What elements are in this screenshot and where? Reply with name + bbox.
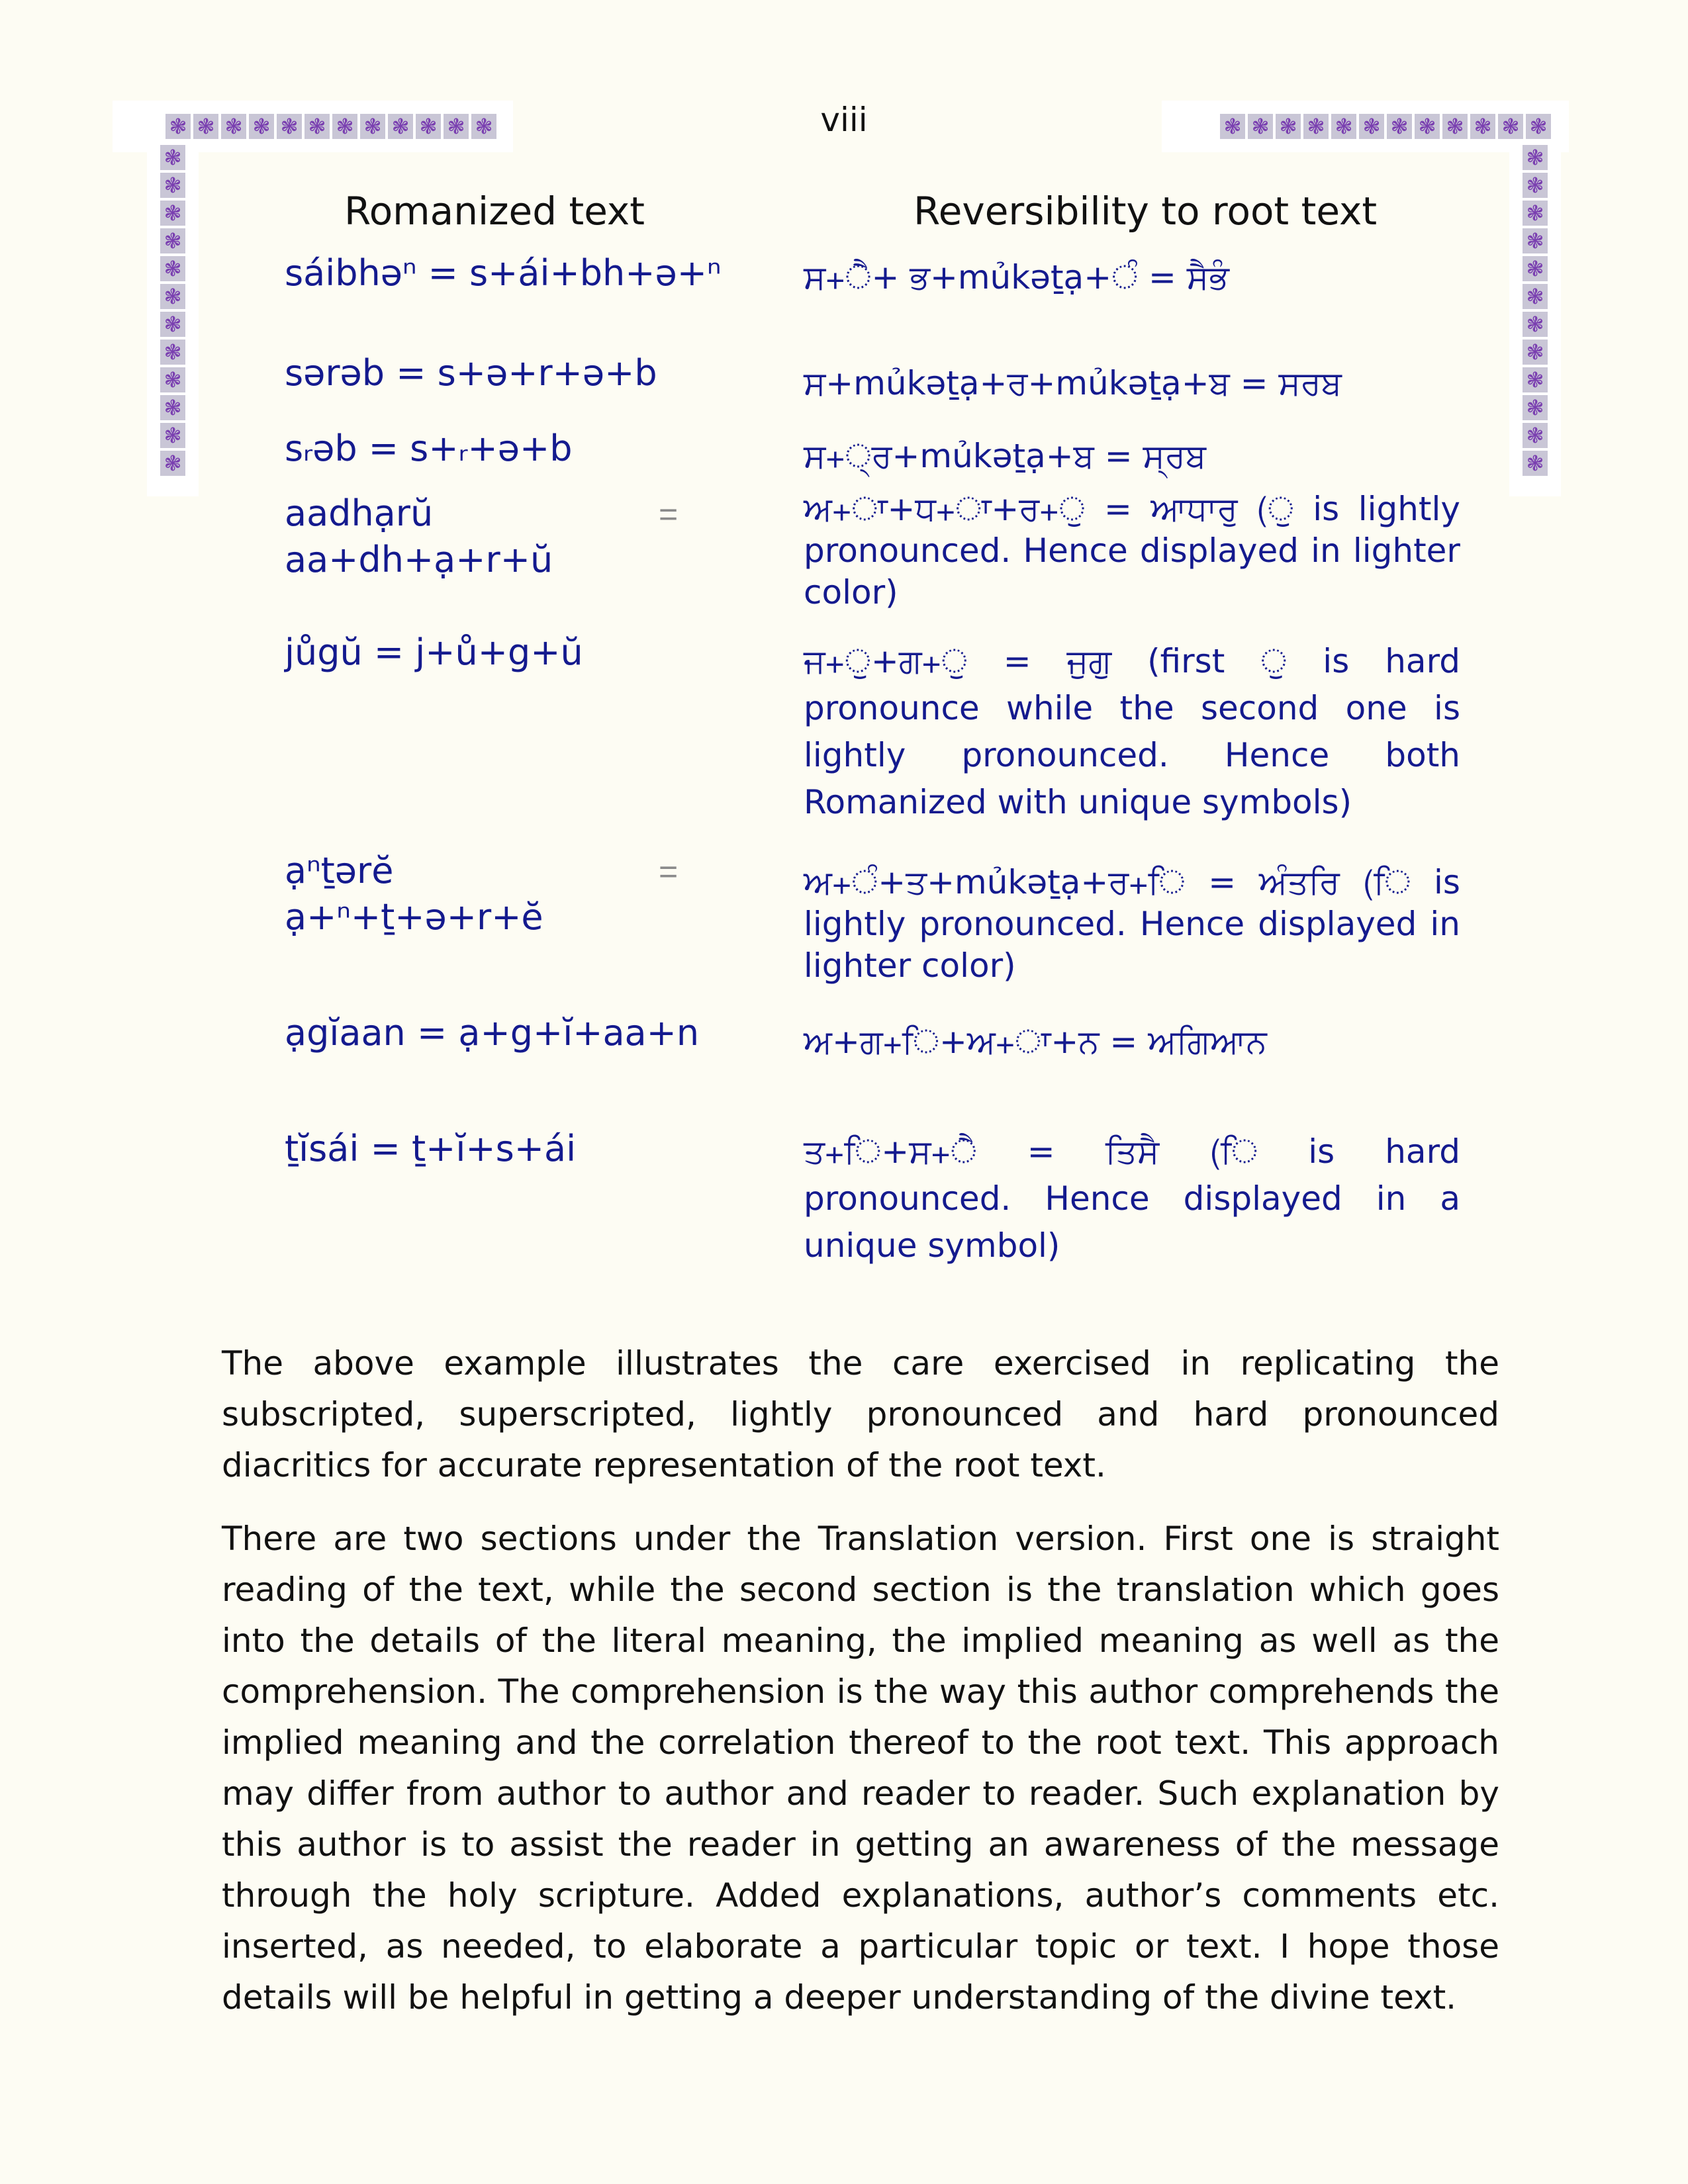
romanized-row-2: sərəb = s+ə+r+ə+b — [285, 352, 657, 394]
tiles-left — [160, 145, 185, 476]
ornament-tile-icon: ❃ — [1470, 114, 1495, 139]
reversibility-row-2: ਸ+mủkəṯạ+ਰ+mủkəṯạ+ਬ = ਸਰਬ — [804, 364, 1342, 402]
ornament-tile-icon: ❃ — [388, 114, 413, 139]
ornament-tile-icon: ❃ — [1523, 340, 1548, 365]
header-reversibility: Reversibility to root text — [914, 189, 1378, 234]
border-right — [1509, 142, 1561, 496]
ornament-tile-icon: ❃ — [1523, 173, 1548, 198]
ornament-tile-icon: ❃ — [165, 114, 191, 139]
ornament-tile-icon: ❃ — [160, 451, 185, 476]
tiles-top-right — [1220, 114, 1551, 139]
romanized-row-8: ṯĭsái = ṯ+ĭ+s+ái — [285, 1128, 577, 1169]
ornament-tile-icon: ❃ — [160, 340, 185, 365]
ornament-tile-icon: ❃ — [1523, 312, 1548, 337]
ornament-tile-icon: ❃ — [1498, 114, 1523, 139]
romanized-row-1: sáibhəⁿ = s+ái+bh+ə+ⁿ — [285, 252, 722, 294]
ornament-tile-icon: ❃ — [1523, 395, 1548, 420]
ornament-tile-icon: ❃ — [1387, 114, 1412, 139]
ornament-tile-icon: ❃ — [444, 114, 469, 139]
equals-row-4: = — [659, 496, 679, 533]
ornament-tile-icon: ❃ — [221, 114, 246, 139]
ornament-tile-icon: ❃ — [1523, 367, 1548, 392]
ornament-tile-icon: ❃ — [1442, 114, 1468, 139]
reversibility-row-1: ਸ+ੈ+ ਭ+mủkəṯạ+ੰ = ਸੈਭੰ — [804, 258, 1229, 296]
ornament-tile-icon: ❃ — [160, 201, 185, 226]
ornament-tile-icon: ❃ — [160, 284, 185, 309]
ornament-tile-icon: ❃ — [416, 114, 441, 139]
ornament-tile-icon: ❃ — [277, 114, 302, 139]
ornament-tile-icon: ❃ — [160, 312, 185, 337]
page-number: viii — [820, 101, 868, 139]
ornament-tile-icon: ❃ — [1248, 114, 1273, 139]
ornament-tile-icon: ❃ — [1523, 201, 1548, 226]
ornament-tile-icon: ❃ — [160, 228, 185, 253]
ornament-tile-icon: ❃ — [305, 114, 330, 139]
ornament-tile-icon: ❃ — [332, 114, 357, 139]
ornament-tile-icon: ❃ — [1415, 114, 1440, 139]
reversibility-row-4: ਅ+ਾ+ਧ+ਾ+ਰ+ੁ = ਆਧਾਰੁ (ੁ is lightly pronounced. Hence displayed in lighter color) — [804, 490, 1460, 612]
reversibility-row-8: ਤ+ਿ+ਸ+ੈ = ਤਿਸੈ (ਿ is hard pronounced. Hence displayed in a unique symbol) — [804, 1132, 1460, 1265]
reversibility-row-5: ਜ+ੁ+ਗ+ੁ = ਜੁਗੁ (first ੁ is hard pronounce while the second one is lightly pronounced. Hence both Romanized with unique symbols) — [804, 642, 1460, 821]
ornament-tile-icon: ❃ — [193, 114, 218, 139]
ornament-tile-icon: ❃ — [1523, 423, 1548, 448]
ornament-tile-icon: ❃ — [1303, 114, 1329, 139]
romanized-row-4b: aa+dh+ạ+r+ŭ — [285, 539, 553, 580]
ornament-tile-icon: ❃ — [1526, 114, 1551, 139]
border-top-right — [1162, 101, 1569, 152]
ornament-tile-icon: ❃ — [160, 145, 185, 170]
border-left — [147, 142, 199, 496]
paragraph-diacritics-note: The above example illustrates the care exercised in replicating the subscripted, superscripted, lightly pronounced and hard pronounced diacritics for accurate representation of the root text. — [222, 1344, 1499, 1484]
romanized-row-6a: ạⁿṯərĕ — [285, 850, 394, 891]
ornament-tile-icon: ❃ — [160, 423, 185, 448]
tiles-top-left — [165, 114, 496, 139]
romanized-row-5: jůgŭ = j+ů+g+ŭ — [285, 631, 583, 673]
ornament-tile-icon: ❃ — [160, 173, 185, 198]
ornament-tile-icon: ❃ — [160, 395, 185, 420]
romanized-row-7: ạgĭaan = ạ+g+ĭ+aa+n — [285, 1012, 700, 1054]
reversibility-row-7: ਅ+ਗ+ਿ+ਅ+ਾ+ਨ = ਅਗਿਆਨ — [804, 1023, 1267, 1061]
reversibility-row-6: ਅ+ੰ+ਤ+mủkəṯạ+ਰ+ਿ = ਅੰਤਰਿ (ਿ is lightly pronounced. Hence displayed in lighter color) — [804, 863, 1460, 985]
ornament-tile-icon: ❃ — [249, 114, 274, 139]
tiles-right — [1523, 145, 1548, 476]
ornament-tile-icon: ❃ — [1220, 114, 1245, 139]
ornament-tile-icon: ❃ — [1331, 114, 1356, 139]
romanized-row-4a: aadhạrŭ — [285, 492, 434, 534]
ornament-tile-icon: ❃ — [160, 256, 185, 281]
ornament-tile-icon: ❃ — [1523, 228, 1548, 253]
equals-row-6: = — [659, 853, 679, 890]
ornament-tile-icon: ❃ — [1523, 284, 1548, 309]
romanized-row-3: sᵣəb = s+ᵣ+ə+b — [285, 428, 573, 469]
ornament-tile-icon: ❃ — [471, 114, 496, 139]
ornament-tile-icon: ❃ — [360, 114, 385, 139]
ornament-tile-icon: ❃ — [160, 367, 185, 392]
header-romanized: Romanized text — [344, 189, 645, 234]
ornament-tile-icon: ❃ — [1523, 451, 1548, 476]
ornament-tile-icon: ❃ — [1359, 114, 1384, 139]
reversibility-row-3: ਸ+੍ਰ+mủkəṯạ+ਬ = ਸ੍ਰਬ — [804, 437, 1207, 475]
paragraph-translation-sections: There are two sections under the Translation version. First one is straight reading of the text, while the second section is the translation which goes into the details of the literal meaning, the implied meaning as well as the comprehension. The comprehension is the way this author comprehends the implied meaning and the correlation thereof to the root text. This approach may differ from author to author and reader to reader. Such explanation by this author is to assist the reader in getting an awareness of the message through the holy scripture. Added explanations, author’s comments etc. inserted, as needed, to elaborate a particular topic or text. I hope those details will be helpful in getting a deeper understanding of the divine text. — [222, 1520, 1499, 2017]
ornament-tile-icon: ❃ — [1276, 114, 1301, 139]
romanized-row-6b: ạ+ⁿ+ṯ+ə+r+ĕ — [285, 896, 543, 938]
ornament-tile-icon: ❃ — [1523, 256, 1548, 281]
ornament-tile-icon: ❃ — [1523, 145, 1548, 170]
